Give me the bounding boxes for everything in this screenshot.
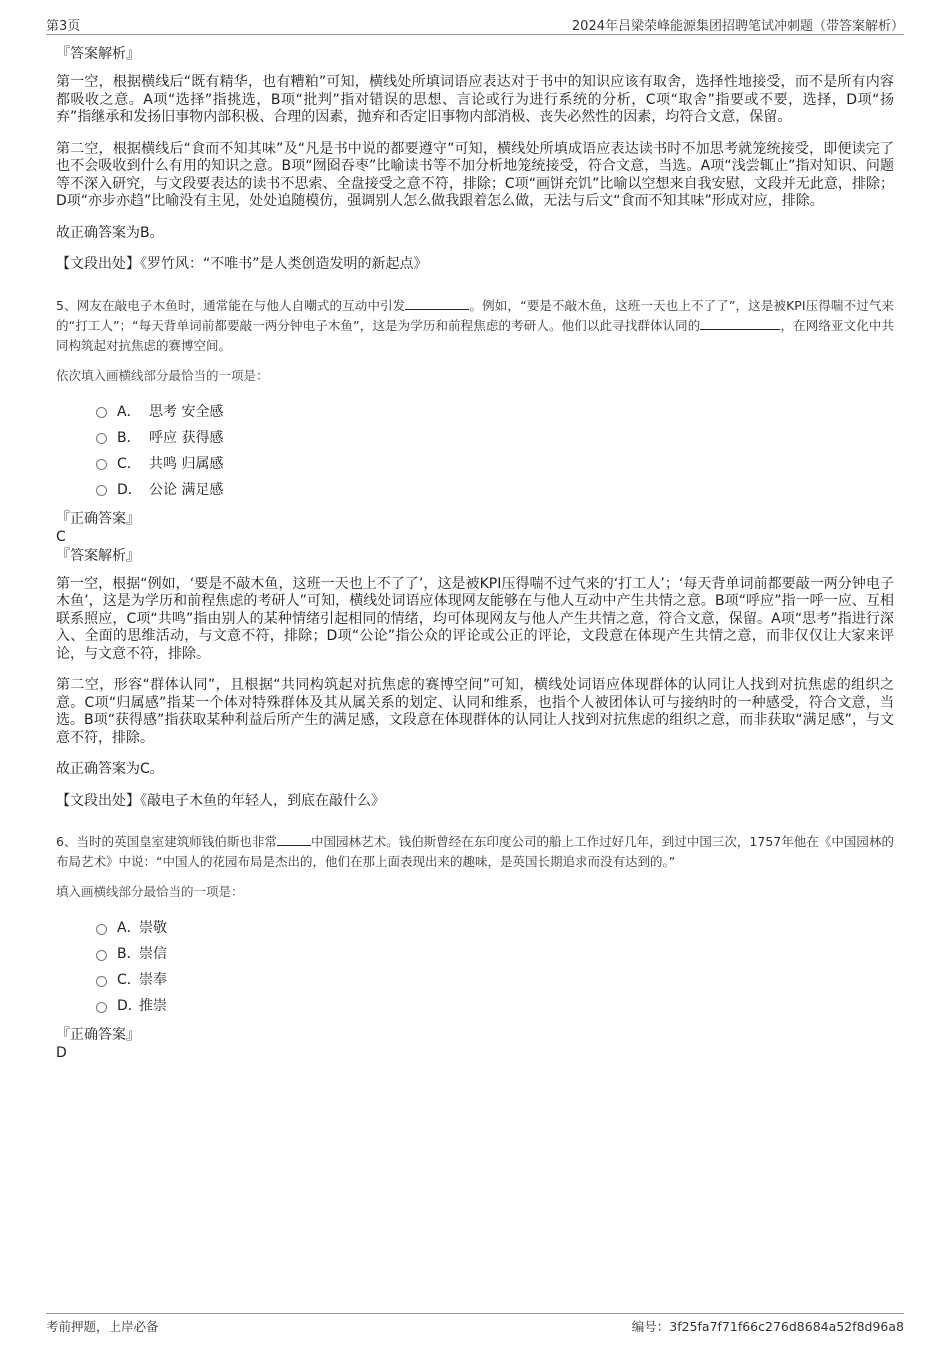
q4-analysis-section — [56, 44, 894, 274]
document-title: 2024年吕梁荣峰能源集团招聘笔试冲刺题（带答案解析） — [571, 19, 904, 34]
question-6 — [56, 832, 894, 1062]
question-stem: 5、网友在敲电子木鱼时，通常能在与他人自嘲式的互动中引发 。例如，“要是不敲木鱼，这班一天也上不了了”，这是被KPI压得喘不过气来的“打工人”；“每天背单词前都要敲一两分钟电子木鱼”，这是为学历和前程焦虑的考研人。他们以此寻找群体认同的 ，在网络亚文化中共同构筑起对抗焦虑的赛博空间。 — [56, 297, 894, 353]
radio-icon[interactable] — [96, 924, 107, 935]
correct-answer-value: C — [56, 528, 66, 545]
option-b[interactable]: B． 呼应 获得感 — [96, 424, 894, 450]
answer-conclusion: 故正确答案为B。 — [56, 224, 164, 241]
page-header — [46, 14, 904, 35]
question-5 — [56, 296, 894, 811]
fill-blank — [277, 833, 311, 846]
question-instruction: 依次填入画横线部分最恰当的一项是： — [56, 367, 269, 383]
page-footer — [46, 1313, 904, 1336]
fill-blank — [700, 317, 780, 330]
analysis-paragraph: 第一空，根据“例如，‘要是不敲木鱼，这班一天也上不了了’，这是被KPI压得喘不过气来的‘打工人’；‘每天背单词前都要敲一两分钟电子木鱼’，这是为学历和前程焦虑的考研人”可知，横线处词语应体现网友能够在与他人互动中产生共情之意。B项“呼应”指一呼一应、互相联系照应，C项“共鸣”指由别人的某种情绪引起相同的情绪，均可体现网友与他人产生共情之意，符合文意，保留。A项“思考”指进行深入、全面的思维活动，与文意不符，排除；D项“公论”指公众的评论或公正的评论，文段意在体现产生共情之意，而非仅仅让大家来评论，与文意不符，排除。 — [56, 575, 894, 662]
correct-answer-value: D — [56, 1045, 67, 1061]
radio-icon[interactable] — [96, 1002, 107, 1013]
fill-blank — [405, 297, 469, 310]
question-instruction: 填入画横线部分最恰当的一项是： — [56, 884, 244, 899]
analysis-paragraph: 第二空，形容“群体认同”，且根据“共同构筑起对抗焦虑的赛博空间”可知，横线处词语应体现群体的认同让人找到对抗焦虑的组织之意。C项“归属感”指某一个体对特殊群体及其从属关系的划定、认同和维系，也指个人被团体认可与接纳时的一种感受，符合文意，当选。B项“获得感”指获取某种利益后所产生的满足感，文段意在体现群体的认同让人找到对抗焦虑的组织之意，而非获取“满足感”，与文意不符，排除。 — [56, 677, 894, 746]
radio-icon[interactable] — [96, 433, 107, 444]
radio-icon[interactable] — [96, 485, 107, 496]
options-list — [96, 914, 894, 1018]
text-source: 【文段出处】《罗竹风：“不唯书”是人类创造发明的新起点》 — [56, 256, 428, 272]
option-a[interactable]: A． 思考 安全感 — [96, 398, 894, 424]
option-c[interactable]: C． 崇奉 — [96, 966, 894, 992]
correct-answer-label: 『正确答案』 — [56, 510, 140, 527]
analysis-label: 『答案解析』 — [56, 547, 140, 564]
option-b[interactable]: B． 崇信 — [96, 940, 894, 966]
text-source: 【文段出处】《敲电子木鱼的年轻人，到底在敲什么》 — [56, 792, 385, 809]
options-list — [96, 398, 894, 502]
answer-conclusion: 故正确答案为C。 — [56, 761, 164, 777]
analysis-paragraph: 第一空，根据横线后“既有精华，也有糟粕”可知，横线处所填词语应表达对于书中的知识应该有取舍，选择性地接受，而不是所有内容都吸收之意。A项“选择”指挑选，B项“批判”指对错误的思想、言论或行为进行系统的分析，C项“取舍”指要或不要，选择，D项“扬弃”指继承和发扬旧事物内部积极、合理的因素，抛弃和否定旧事物内部消极、丧失必然性的因素，均符合文意，保留。 — [56, 74, 894, 125]
correct-answer-label: 『正确答案』 — [56, 1027, 140, 1043]
analysis-paragraph: 第二空，根据横线后“食而不知其味”及“凡是书中说的都要遵守”可知，横线处所填成语应表达读书时不加思考就笼统接受，即便读完了也不会吸收到什么有用的知识之意。B项“囫囵吞枣”比喻读书等不加分析地笼统接受，符合文意，当选。A项“浅尝辄止”指对知识、问题等不深入研究，与文段要表达的读书不思索、全盘接受之意不符，排除；C项“画饼充饥”比喻以空想来自我安慰，文段并无此意，排除；D项“亦步亦趋”比喻没有主见，处处追随模仿，强调别人怎么做我跟着怎么做，无法与后文“食而不知其味”形成对应，排除。 — [56, 140, 894, 209]
page-content — [56, 44, 894, 1062]
option-c[interactable]: C． 共鸣 归属感 — [96, 450, 894, 476]
page-number: 第3页 — [46, 19, 81, 34]
radio-icon[interactable] — [96, 950, 107, 961]
footer-slogan: 考前押题，上岸必备 — [46, 1319, 159, 1334]
radio-icon[interactable] — [96, 976, 107, 987]
option-a[interactable]: A． 崇敬 — [96, 914, 894, 940]
option-d[interactable]: D． 推崇 — [96, 992, 894, 1018]
document-serial: 编号：3f25fa7f71f66c276d8684a52f8d96a8 — [631, 1319, 904, 1334]
question-stem: 6、当时的英国皇室建筑师钱伯斯也非常 中国园林艺术。钱伯斯曾经在东印度公司的船上工作过好几年，到过中国三次，1757年他在《中国园林的布局艺术》中说：“中国人的花园布局是杰出的，他们在那上面表现出来的趣味，是英国长期追求而没有达到的。” — [56, 834, 894, 869]
analysis-label: 『答案解析』 — [56, 46, 140, 62]
radio-icon[interactable] — [96, 407, 107, 418]
option-d[interactable]: D． 公论 满足感 — [96, 476, 894, 502]
radio-icon[interactable] — [96, 459, 107, 470]
